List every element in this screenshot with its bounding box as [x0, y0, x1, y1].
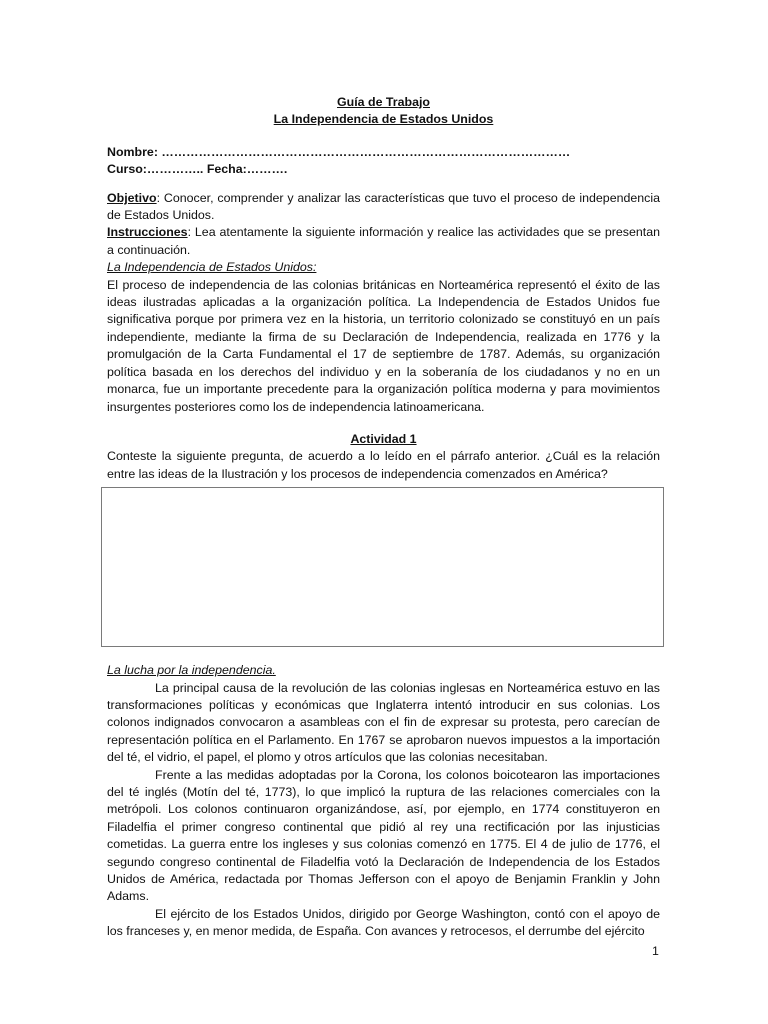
section2-paragraph-2: Frente a las medidas adoptadas por la Corona, los colonos boicotearon las importaciones del té inglés (Motín del té, 1773), lo que implicó la ruptura de las relaciones comerciales con la metrópoli. Los colonos continuaron organizándose, así, por ejemplo, en 1774 constituyeron en Filadelfia el primer congreso continental que pidió al rey una rectificación por las injusticias cometidas. La guerra entre los ingleses y sus colonias comenzó en 1775. El 4 de julio de 1776, el segundo congreso continental de Filadelfia votó la Declaración de Independencia de los Estados Unidos de América, redactada por Thomas Jefferson con el apoyo de Benjamin Franklin y John Adams. [107, 767, 660, 904]
objective-label: Objetivo [107, 190, 157, 205]
activity1-question: Conteste la siguiente pregunta, de acuerdo a lo leído en el párrafo anterior. ¿Cuál es la relación entre las ideas de la Ilustración y los procesos de independencia comenzados en América? [107, 449, 660, 481]
document-subtitle: La Independencia de Estados Unidos [273, 112, 494, 127]
student-info-line: Nombre: ……………………………………………………………………………………… Curso:………….. Fecha:………. [107, 144, 571, 177]
instructions-label: Instrucciones [107, 225, 188, 240]
instructions-text: : Lea atentamente la siguiente información y realice las actividades que se presentan a continuación. [107, 225, 660, 257]
section1-body: El proceso de independencia de las colonias británicas en Norteamérica representó el éxito de las ideas ilustradas aplicadas a la organización política. La Independencia de Estados Unidos fue significativa porque por primera vez en la historia, un territorio colonizado se constituyó en un país independiente, mediante la firma de su Declaración de Independencia, realizada en 1776 y la promulgación de la Carta Fundamental el 17 de septiembre de 1787. Además, su organización política basada en los derechos del individuo y en la soberanía de los ciudadanos y no en un monarca, fue un importante precedente para la organización política moderna y para movimientos insurgentes posteriores como los de independencia latinoamericana. [107, 277, 660, 414]
section2-paragraph-3: El ejército de los Estados Unidos, dirigido por George Washington, contó con el apoyo de los franceses y, en menor medida, de España. Con avances y retrocesos, el derrumbe del ejército [107, 906, 660, 939]
section1-heading: La Independencia de Estados Unidos: [107, 260, 317, 275]
section2-heading: La lucha por la independencia. [107, 663, 276, 678]
objective-text: : Conocer, comprender y analizar las características que tuvo el proceso de independencia de Estados Unidos. [107, 190, 660, 223]
instructions-paragraph [107, 224, 660, 259]
document-content [107, 94, 660, 941]
document-title: Guía de Trabajo [337, 95, 430, 109]
activity1-heading: Actividad 1 [350, 431, 417, 446]
page-number: 1 [652, 944, 659, 958]
objective-paragraph [107, 190, 660, 225]
answer-box[interactable] [101, 487, 664, 647]
section2-paragraph-1: La principal causa de la revolución de las colonias inglesas en Norteamérica estuvo en las transformaciones políticas y económicas que Inglaterra intentó introducir en sus colonias. Los colonos indignados convocaron a asambleas con el fin de expresar su protesta, pero carecían de representación política en el Parlamento. En 1767 se aprobaron nuevos impuestos a la importación del té, el vidrio, el papel, el plomo y otros artículos que las colonias necesitaban. [107, 680, 660, 765]
